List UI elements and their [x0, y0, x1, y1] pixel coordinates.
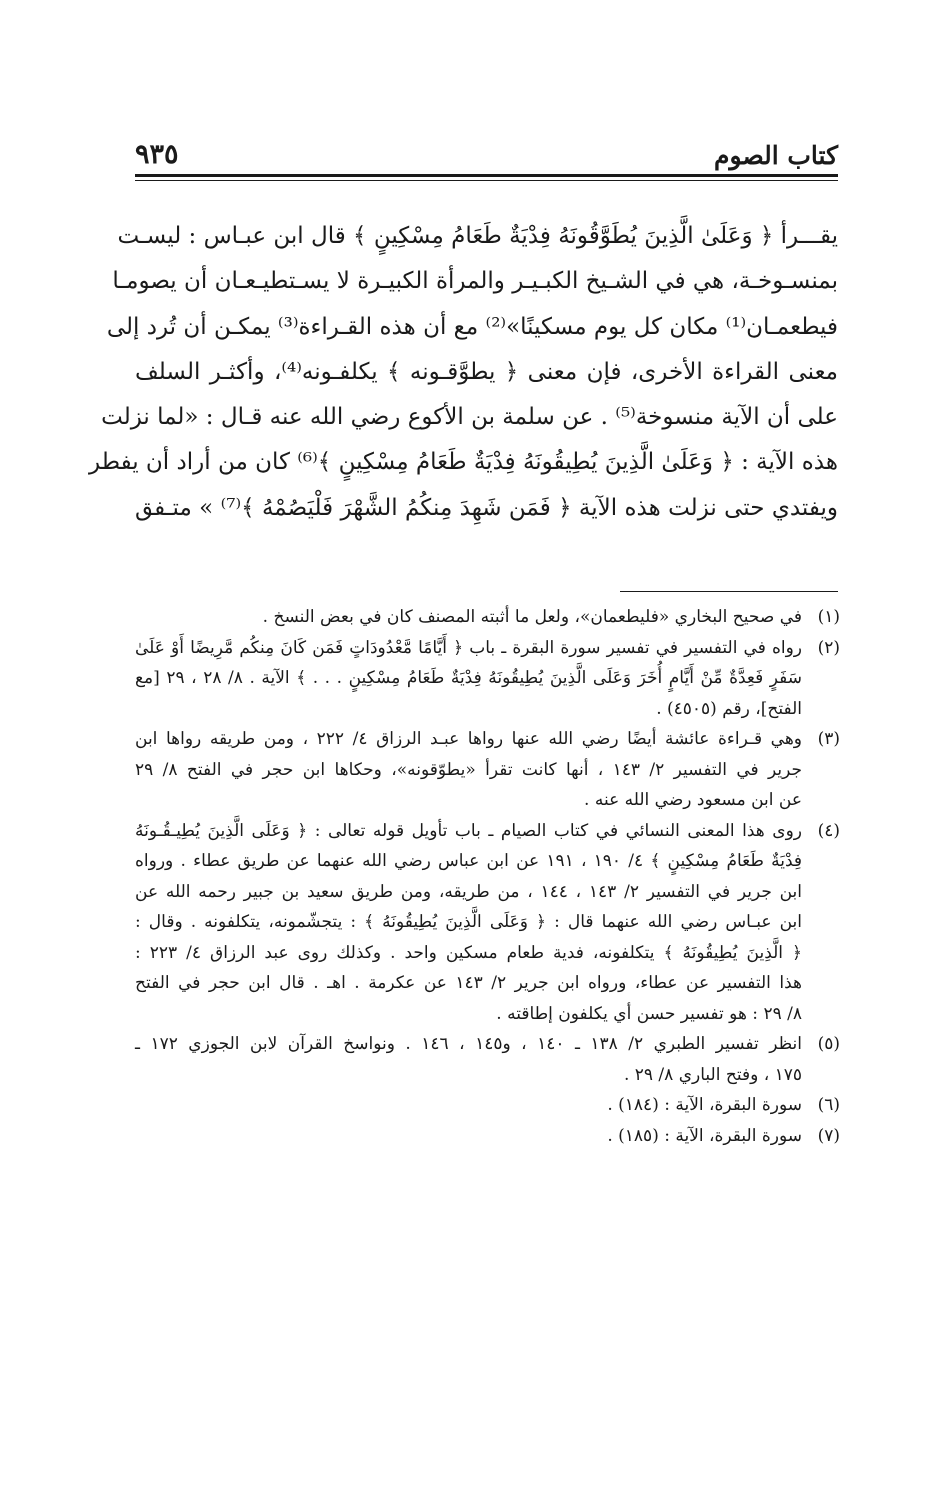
footnote-3: [135, 724, 840, 816]
footnote-line: ﴿ الَّذِينَ يُطِيقُونَهُ ﴾ يتكلفونه، فدية طعام مسكين واحد . وكذلك روى عبد الرزاق ٤/ ٢٢٣ :: [135, 942, 802, 963]
page-header: [135, 130, 838, 170]
main-text-line: ويفتدي حتى نزلت هذه الآية ﴿ فَمَن شَهِدَ مِنكُمُ الشَّهْرَ فَلْيَصُمْهُ ﴾⁽⁷⁾ » متـفق: [135, 494, 838, 521]
footnote-line: وهي قـراءة عائشة أيضًا رضي الله عنها رواها عبـد الرزاق ٤/ ٢٢٢ ، ومن طريقه رواها ابن: [135, 729, 802, 749]
footnote-body: [135, 1029, 802, 1090]
footnote-body: [135, 633, 802, 725]
footnote-body: [135, 816, 802, 1030]
footnote-line: رواه في التفسير في تفسير سورة البقرة ـ باب ﴿ أَيَّامًا مَّعْدُودَاتٍ فَمَن كَانَ مِنكُم مَّرِيضًا أَوْ عَلَىٰ: [135, 637, 802, 658]
main-text-line: بمنسـوخـة، هي في الشـيخ الكبـيـر والمرأة الكبيـرة لا يسـتطيـعـان أن يصومـا: [112, 268, 838, 295]
header-rule-thin: [135, 180, 838, 181]
main-text: [89, 214, 838, 531]
footnote-line: عن ابن مسعود رضي الله عنه .: [584, 790, 802, 810]
footnote-number: (٣): [817, 729, 840, 749]
footnote-line: الفتح]، رقم (٤٥٠٥) .: [656, 698, 802, 719]
footnote-line: سورة البقرة، الآية : (١٨٤) .: [607, 1095, 802, 1115]
footnote-line: سَفَرٍ فَعِدَّةٌ مِّنْ أَيَّامٍ أُخَرَ وَعَلَى الَّذِينَ يُطِيقُونَهُ فِدْيَةٌ طَعَامُ مِسْكِينٍ . . . ﴾ الآية . ٨/ ٢٨ ، ٢٩ [مع: [135, 668, 802, 688]
footnotes: [135, 602, 840, 1151]
main-text-line: فيطعمـان⁽¹⁾ مكان كل يوم مسكينًا»⁽²⁾ مع أن هذه القـراءة⁽³⁾ يمكـن أن تُرد إلى: [106, 313, 838, 340]
footnote-body: [135, 1121, 802, 1152]
footnote-7: [135, 1121, 840, 1152]
footnote-2: [135, 633, 840, 725]
footnote-body: [135, 1090, 802, 1121]
footnote-number: (٧): [817, 1125, 840, 1146]
footnote-line: ٨/ ٢٩ : هو تفسير حسن أي يكلفون إطاقته .: [496, 1003, 802, 1024]
footnote-line: روى هذا المعنى النسائي في كتاب الصيام ـ باب تأويل قوله تعالى : ﴿ وَعَلَى الَّذِينَ يُطِيـقُـونَهُ: [135, 820, 802, 841]
footnote-number: (٢): [817, 637, 840, 658]
footnote-line: ابن عبـاس رضي الله عنهما قال : ﴿ وَعَلَى الَّذِينَ يُطِيقُونَهُ ﴾ : يتجشّمونه، يتكلفونه . وقال :: [135, 912, 802, 932]
footnote-6: [135, 1090, 840, 1121]
main-text-line: هذه الآية : ﴿ وَعَلَىٰ الَّذِينَ يُطِيقُونَهُ فِدْيَةٌ طَعَامُ مِسْكِينٍ ﴾⁽⁶⁾ كان من أراد أن يفطر: [89, 449, 838, 476]
footnote-line: في صحيح البخاري «فليطعمان»، ولعل ما أثبته المصنف كان في بعض النسخ .: [262, 607, 802, 627]
main-text-line: يقـــرأ ﴿ وَعَلَىٰ الَّذِينَ يُطَوَّقُونَهُ فِدْيَةٌ طَعَامُ مِسْكِينٍ ﴾ قال ابن عبـاس : ليسـت: [117, 223, 838, 249]
footnote-line: جرير في التفسير ٢/ ١٤٣ ، أنها كانت تقرأ «يطوّقونه»، وحكاها ابن حجر في الفتح ٨/ ٢٩: [135, 759, 802, 780]
page-number: ٩٣٥: [135, 139, 179, 170]
footnote-line: ابن جرير في التفسير ٢/ ١٤٣ ، ١٤٤ ، من طريقه، ومن طريق سعيد بن جبير رحمه الله عن: [135, 881, 802, 902]
footnote-body: [135, 724, 802, 816]
footnote-4: [135, 816, 840, 1030]
footnote-separator: [620, 591, 838, 592]
header-rule-thick: [135, 174, 838, 177]
chapter-title: كتاب الصوم: [714, 141, 838, 170]
footnote-number: (١): [817, 607, 840, 627]
footnote-line: فِدْيَةٌ طَعَامُ مِسْكِينٍ ﴾ ٤/ ١٩٠ ، ١٩١ عن ابن عباس رضي الله عنهما عن طريق عطاء . ورواه: [135, 851, 803, 871]
footnote-5: [135, 1029, 840, 1090]
footnote-number: (٥): [817, 1034, 840, 1054]
footnote-1: [135, 602, 840, 633]
main-text-line: على أن الآية منسوخة⁽⁵⁾ . عن سلمة بن الأكوع رضي الله عنه قـال : «لما نزلت: [101, 404, 838, 431]
footnote-line: ١٧٥ ، وفتح الباري ٨/ ٢٩ .: [623, 1064, 802, 1085]
footnote-body: [135, 602, 802, 633]
footnote-line: سورة البقرة، الآية : (١٨٥) .: [607, 1125, 802, 1146]
footnote-number: (٦): [817, 1095, 840, 1115]
footnote-line: انظر تفسير الطبري ٢/ ١٣٨ ـ ١٤٠ ، و١٤٥ ، ١٤٦ . ونواسخ القرآن لابن الجوزي ١٧٢ ـ: [135, 1034, 802, 1054]
footnote-number: (٤): [817, 820, 840, 841]
main-text-line: معنى القراءة الأخرى، فإن معنى ﴿ يطوَّقـونه ﴾ يكلفـونه⁽⁴⁾، وأكثـر السلف: [135, 358, 838, 385]
footnote-line: هذا التفسير عن عطاء، ورواه ابن جرير ٢/ ١٤٣ عن عكرمة . اهـ . قال ابن حجر في الفتح: [135, 973, 802, 993]
